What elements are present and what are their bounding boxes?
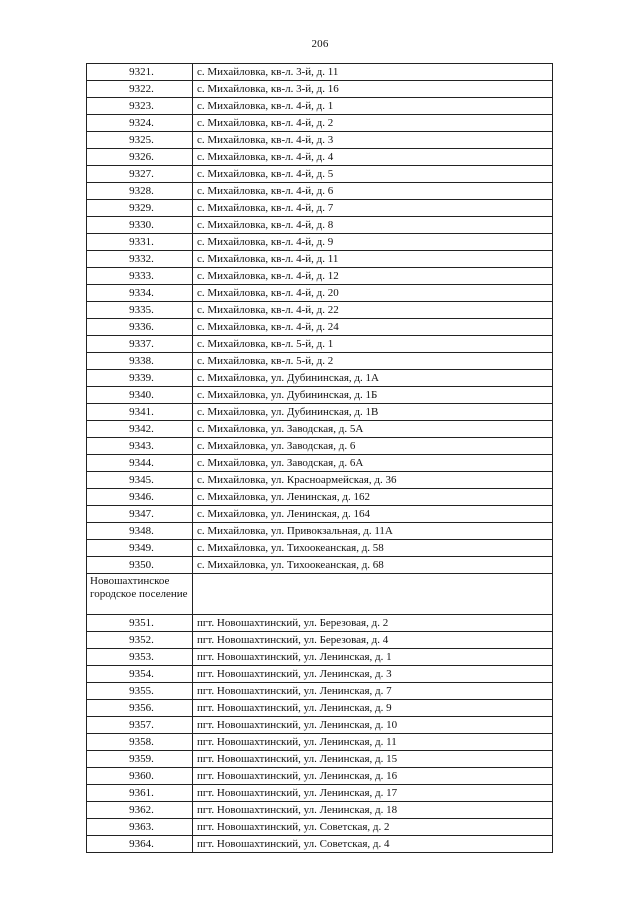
row-number: 9346. (87, 489, 193, 506)
row-address: с. Михайловка, кв-л. 4-й, д. 1 (193, 98, 553, 115)
row-address: пгт. Новошахтинский, ул. Советская, д. 2 (193, 819, 553, 836)
address-table (86, 63, 553, 853)
row-address: пгт. Новошахтинский, ул. Ленинская, д. 11 (193, 734, 553, 751)
table-row (87, 251, 553, 268)
row-address: с. Михайловка, кв-л. 4-й, д. 11 (193, 251, 553, 268)
table-row (87, 751, 553, 768)
section-address-cell (193, 574, 553, 615)
table-row (87, 98, 553, 115)
row-number: 9352. (87, 632, 193, 649)
row-number: 9339. (87, 370, 193, 387)
page-number: 206 (311, 38, 329, 50)
row-number: 9349. (87, 540, 193, 557)
table-row (87, 183, 553, 200)
row-number: 9363. (87, 819, 193, 836)
row-address: с. Михайловка, кв-л. 4-й, д. 20 (193, 285, 553, 302)
row-number: 9362. (87, 802, 193, 819)
row-number: 9327. (87, 166, 193, 183)
table-row (87, 370, 553, 387)
table-row (87, 353, 553, 370)
row-number: 9340. (87, 387, 193, 404)
row-address: с. Михайловка, кв-л. 4-й, д. 9 (193, 234, 553, 251)
row-number: 9350. (87, 557, 193, 574)
row-number: 9329. (87, 200, 193, 217)
section-header-row (87, 574, 553, 615)
table-row (87, 768, 553, 785)
row-number: 9325. (87, 132, 193, 149)
table-row (87, 302, 553, 319)
row-address: с. Михайловка, ул. Заводская, д. 5А (193, 421, 553, 438)
row-number: 9330. (87, 217, 193, 234)
table-row (87, 683, 553, 700)
table-row (87, 217, 553, 234)
table-row (87, 540, 553, 557)
table-row (87, 649, 553, 666)
row-number: 9364. (87, 836, 193, 853)
row-number: 9334. (87, 285, 193, 302)
table-row (87, 234, 553, 251)
row-address: пгт. Новошахтинский, ул. Ленинская, д. 18 (193, 802, 553, 819)
table-row (87, 149, 553, 166)
row-address: пгт. Новошахтинский, ул. Ленинская, д. 17 (193, 785, 553, 802)
row-address: с. Михайловка, кв-л. 4-й, д. 2 (193, 115, 553, 132)
table-row (87, 666, 553, 683)
row-number: 9322. (87, 81, 193, 98)
table-row (87, 506, 553, 523)
table-row (87, 81, 553, 98)
table-row (87, 700, 553, 717)
row-number: 9360. (87, 768, 193, 785)
table-row (87, 115, 553, 132)
row-address: с. Михайловка, кв-л. 4-й, д. 4 (193, 149, 553, 166)
row-number: 9345. (87, 472, 193, 489)
row-number: 9343. (87, 438, 193, 455)
row-address: пгт. Новошахтинский, ул. Советская, д. 4 (193, 836, 553, 853)
row-number: 9337. (87, 336, 193, 353)
row-address: пгт. Новошахтинский, ул. Березовая, д. 4 (193, 632, 553, 649)
row-number: 9332. (87, 251, 193, 268)
row-address: пгт. Новошахтинский, ул. Ленинская, д. 1 (193, 649, 553, 666)
row-address: пгт. Новошахтинский, ул. Березовая, д. 2 (193, 615, 553, 632)
table-row (87, 523, 553, 540)
row-number: 9358. (87, 734, 193, 751)
row-address: с. Михайловка, кв-л. 4-й, д. 12 (193, 268, 553, 285)
row-address: пгт. Новошахтинский, ул. Ленинская, д. 10 (193, 717, 553, 734)
row-address: с. Михайловка, ул. Заводская, д. 6А (193, 455, 553, 472)
table-row (87, 557, 553, 574)
row-number: 9354. (87, 666, 193, 683)
row-number: 9351. (87, 615, 193, 632)
row-address: пгт. Новошахтинский, ул. Ленинская, д. 16 (193, 768, 553, 785)
row-number: 9336. (87, 319, 193, 336)
table-row (87, 717, 553, 734)
table-row (87, 319, 553, 336)
row-address: с. Михайловка, ул. Дубининская, д. 1А (193, 370, 553, 387)
table-row (87, 166, 553, 183)
row-address: с. Михайловка, кв-л. 4-й, д. 3 (193, 132, 553, 149)
row-address: с. Михайловка, кв-л. 3-й, д. 16 (193, 81, 553, 98)
row-address: с. Михайловка, ул. Дубининская, д. 1В (193, 404, 553, 421)
row-address: пгт. Новошахтинский, ул. Ленинская, д. 3 (193, 666, 553, 683)
table-row (87, 404, 553, 421)
table-row (87, 632, 553, 649)
row-address: пгт. Новошахтинский, ул. Ленинская, д. 15 (193, 751, 553, 768)
table-row (87, 285, 553, 302)
row-number: 9353. (87, 649, 193, 666)
row-number: 9324. (87, 115, 193, 132)
table-row (87, 615, 553, 632)
row-address: с. Михайловка, ул. Дубининская, д. 1Б (193, 387, 553, 404)
row-address: пгт. Новошахтинский, ул. Ленинская, д. 7 (193, 683, 553, 700)
row-address: пгт. Новошахтинский, ул. Ленинская, д. 9 (193, 700, 553, 717)
row-number: 9321. (87, 64, 193, 81)
row-number: 9361. (87, 785, 193, 802)
row-number: 9341. (87, 404, 193, 421)
table-row (87, 200, 553, 217)
row-address: с. Михайловка, кв-л. 3-й, д. 11 (193, 64, 553, 81)
table-row (87, 472, 553, 489)
row-address: с. Михайловка, кв-л. 4-й, д. 22 (193, 302, 553, 319)
row-address: с. Михайловка, кв-л. 4-й, д. 6 (193, 183, 553, 200)
table-row (87, 132, 553, 149)
table-row (87, 489, 553, 506)
row-address: с. Михайловка, ул. Ленинская, д. 164 (193, 506, 553, 523)
table-row (87, 64, 553, 81)
row-number: 9357. (87, 717, 193, 734)
row-address: с. Михайловка, ул. Заводская, д. 6 (193, 438, 553, 455)
row-address: с. Михайловка, кв-л. 4-й, д. 8 (193, 217, 553, 234)
address-table-body (87, 64, 553, 853)
row-number: 9338. (87, 353, 193, 370)
row-address: с. Михайловка, ул. Ленинская, д. 162 (193, 489, 553, 506)
table-row (87, 455, 553, 472)
row-number: 9356. (87, 700, 193, 717)
row-number: 9331. (87, 234, 193, 251)
row-number: 9328. (87, 183, 193, 200)
row-number: 9333. (87, 268, 193, 285)
row-number: 9347. (87, 506, 193, 523)
table-row (87, 819, 553, 836)
section-name: Новошахтинское городское поселение (87, 574, 193, 615)
table-row (87, 387, 553, 404)
row-address: с. Михайловка, кв-л. 4-й, д. 24 (193, 319, 553, 336)
row-number: 9359. (87, 751, 193, 768)
table-row (87, 421, 553, 438)
row-address: с. Михайловка, ул. Тихоокеанская, д. 68 (193, 557, 553, 574)
row-address: с. Михайловка, ул. Тихоокеанская, д. 58 (193, 540, 553, 557)
table-row (87, 734, 553, 751)
row-number: 9323. (87, 98, 193, 115)
row-number: 9342. (87, 421, 193, 438)
row-number: 9355. (87, 683, 193, 700)
table-row (87, 268, 553, 285)
row-number: 9335. (87, 302, 193, 319)
row-address: с. Михайловка, кв-л. 4-й, д. 5 (193, 166, 553, 183)
row-number: 9326. (87, 149, 193, 166)
table-row (87, 802, 553, 819)
row-address: с. Михайловка, кв-л. 5-й, д. 1 (193, 336, 553, 353)
row-number: 9344. (87, 455, 193, 472)
table-row (87, 438, 553, 455)
row-number: 9348. (87, 523, 193, 540)
table-row (87, 836, 553, 853)
row-address: с. Михайловка, ул. Красноармейская, д. 36 (193, 472, 553, 489)
row-address: с. Михайловка, кв-л. 5-й, д. 2 (193, 353, 553, 370)
table-row (87, 785, 553, 802)
table-row (87, 336, 553, 353)
row-address: с. Михайловка, ул. Привокзальная, д. 11А (193, 523, 553, 540)
row-address: с. Михайловка, кв-л. 4-й, д. 7 (193, 200, 553, 217)
